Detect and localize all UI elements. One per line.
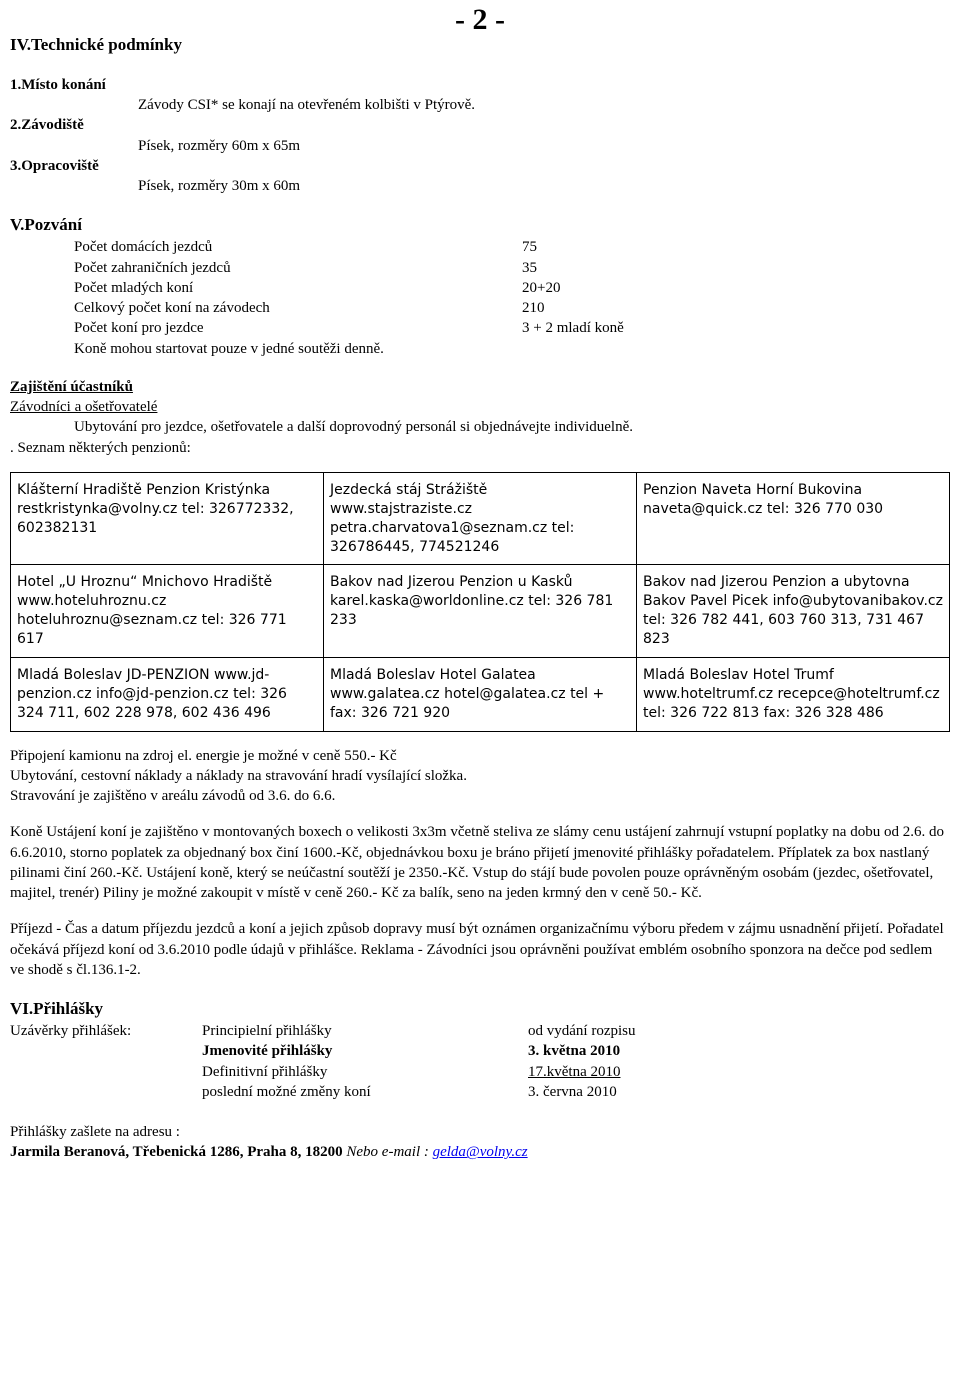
invite-heading: V.Pozvání: [10, 215, 82, 235]
invite-label: Počet koní pro jezdce: [74, 320, 204, 337]
pension-cell: Jezdecká stáj Strážiště www.stajstraziste.cz petra.charvatova1@seznam.cz tel: 326786445, 774521246: [324, 472, 637, 565]
pension-cell: Mladá Boleslav Hotel Trumf www.hoteltrumf.cz recepce@hoteltrumf.cz tel: 326 722 813 fax: 326 328 486: [637, 658, 950, 732]
pension-cell: Bakov nad Jizerou Penzion a ubytovna Bakov Pavel Picek info@ubytovanibakov.cz tel: 326 782 441, 603 760 313, 731 467 823: [637, 565, 950, 658]
lodging-text: Ubytování pro jezdce, ošetřovatele a další doprovodný personál si objednávejte individuelně.: [74, 419, 634, 436]
entries-heading: VI.Přihlášky: [10, 999, 104, 1019]
tech-label: 2.Závodiště: [10, 117, 84, 134]
entry-name: Jmenovité přihlášky: [202, 1043, 333, 1060]
pension-table: [10, 472, 950, 732]
tech-text: Závody CSI* se konají na otevřeném kolbišti v Ptýrově.: [138, 97, 476, 114]
pension-cell: Bakov nad Jizerou Penzion u Kasků karel.kaska@worldonline.cz tel: 326 781 233: [324, 565, 637, 658]
invite-label: Počet domácích jezdců: [74, 239, 213, 256]
address-line: [10, 1142, 950, 1162]
pension-cell: Mladá Boleslav JD-PENZION www.jd-penzion.cz info@jd-penzion.cz tel: 326 324 711, 602 228 978, 602 436 496: [11, 658, 324, 732]
invite-list: [10, 237, 950, 359]
tech-label: 3.Opracoviště: [10, 157, 99, 174]
entry-name: Definitivní přihlášky: [202, 1063, 328, 1080]
document-body: [10, 8, 950, 1163]
entry-name: poslední možné změny koní: [202, 1083, 371, 1100]
lodging-heading: Zajištění účastníků: [10, 378, 133, 395]
email-prefix: Nebo e-mail :: [346, 1144, 429, 1161]
pension-cell: Penzion Naveta Horní Bukovina naveta@quick.cz tel: 326 770 030: [637, 472, 950, 565]
address: Jarmila Beranová, Třebenická 1286, Praha 8, 18200: [10, 1144, 343, 1161]
power-line: Připojení kamionu na zdroj el. energie je možné v ceně 550.- Kč: [10, 747, 397, 764]
page-number: - 2 -: [455, 3, 505, 36]
invite-note: Koně mohou startovat pouze v jedné soutěži denně.: [74, 340, 384, 357]
email-link[interactable]: gelda@volny.cz: [432, 1144, 528, 1161]
power-line: Ubytování, cestovní náklady a náklady na stravování hradí vysílající složka.: [10, 767, 467, 784]
horses-paragraph: Koně Ustájení koní je zajištěno v montovaných boxech o velikosti 3x3m včetně steliva ze slámy cenu ustájení zahrnují vstupní poplatky na dobu od 2.6. do 6.6.2010, storno poplatek za objednaný box činí 1600.-Kč, objednávkou boxu je bráno přijetí jmenovité přihlášky pořadatelem. Příplatek za box nastlaný pilinami činí 260.-Kč. Ustájení koně, který se neúčastní soutěží je 2350.-Kč. Vstup do stájí bude povolen pouze oprávněným osobám (jezdec, ošetřovatel, majitel, trenér) Piliny je možné zakoupit v místě v ceně 260.- Kč za balík, seno na jeden krmný den v ceně 50.- Kč.: [10, 824, 944, 902]
invite-value: 75: [522, 239, 537, 256]
invite-value: 3 + 2 mladí koně: [522, 320, 624, 337]
entries-label: Uzávěrky přihlášek:: [10, 1023, 132, 1040]
invite-label: Počet mladých koní: [74, 279, 194, 296]
send-to: Přihlášky zašlete na adresu :: [10, 1124, 180, 1141]
invite-value: 210: [522, 300, 545, 317]
tech-text: Písek, rozměry 30m x 60m: [138, 178, 301, 195]
lodging-list-intro: . Seznam některých penzionů:: [10, 439, 191, 456]
entry-date: 3. června 2010: [528, 1083, 617, 1100]
tech-text: Písek, rozměry 60m x 65m: [138, 137, 301, 154]
tech-list: [10, 75, 950, 197]
arrival-paragraph: Příjezd - Čas a datum příjezdu jezdců a koní a jejich způsob dopravy musí být oznámen organizačnímu výboru předem v zájmu usnadnění přijetí. Pořadatel očekává příjezd koní od 3.6.2010 podle údajů v přihlášce. Reklama - Závodníci jsou oprávněni používat emblém osobního sponzora na dečce pod sedlem ve shodě s čl.136.1-2.: [10, 921, 944, 978]
lodging-sub: Závodníci a ošetřovatelé: [10, 399, 158, 416]
tech-label: 1.Místo konání: [10, 76, 106, 93]
entries-block: [10, 1021, 950, 1102]
entries-rows: [202, 1021, 635, 1102]
pension-cell: Klášterní Hradiště Penzion Kristýnka restkristynka@volny.cz tel: 326772332, 602382131: [11, 472, 324, 565]
tech-heading: IV.Technické podmínky: [10, 35, 182, 54]
entry-date: 17.května 2010: [528, 1063, 621, 1080]
entry-date: od vydání rozpisu: [528, 1023, 636, 1040]
invite-value: 20+20: [522, 279, 561, 296]
pension-cell: Mladá Boleslav Hotel Galatea www.galatea.cz hotel@galatea.cz tel + fax: 326 721 920: [324, 658, 637, 732]
power-line: Stravování je zajištěno v areálu závodů od 3.6. do 6.6.: [10, 788, 336, 805]
pension-cell: Hotel „U Hroznu“ Mnichovo Hradiště www.hoteluhroznu.cz hoteluhroznu@seznam.cz tel: 326 771 617: [11, 565, 324, 658]
entry-date: 3. května 2010: [528, 1043, 621, 1060]
entry-name: Principielní přihlášky: [202, 1023, 332, 1040]
invite-label: Počet zahraničních jezdců: [74, 259, 231, 276]
invite-label: Celkový počet koní na závodech: [74, 300, 270, 317]
power-block: [10, 746, 950, 807]
invite-value: 35: [522, 259, 537, 276]
